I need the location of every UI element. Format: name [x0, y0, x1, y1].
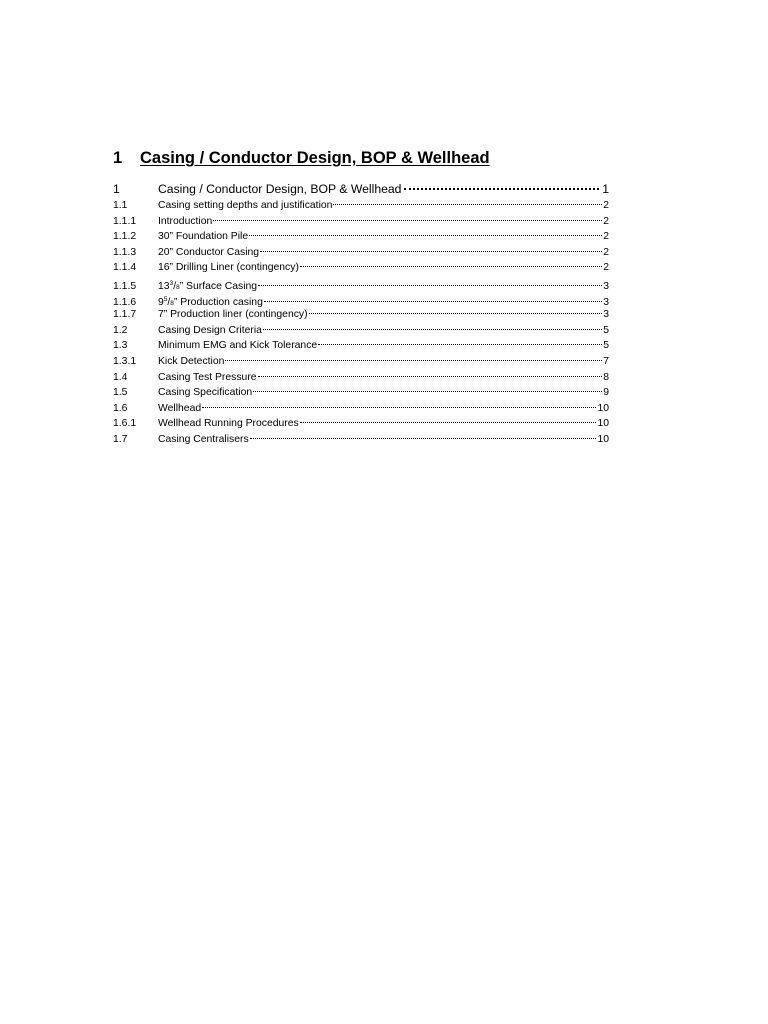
- section-heading-number: 1: [113, 149, 123, 167]
- toc-entry-number: 1.1.2: [113, 231, 137, 243]
- toc-entry-number: 1.1.3: [113, 246, 137, 258]
- toc-dot-leader: [225, 360, 602, 361]
- toc-entry-title: 30” Foundation Pile: [158, 231, 249, 243]
- toc-entry-page: 7: [603, 355, 609, 367]
- toc-dot-leader: [253, 391, 602, 392]
- toc-dot-leader: [213, 220, 602, 221]
- toc-entry-page: 9: [603, 387, 609, 399]
- toc-entry-title: $9^5/8$” Production casing: [158, 295, 263, 308]
- toc-entry[interactable]: [113, 229, 609, 245]
- toc-entry-page: 10: [597, 418, 609, 430]
- toc-entry-page: 5: [603, 324, 609, 336]
- table-of-contents: [113, 180, 609, 448]
- toc-entry-page: 2: [603, 246, 609, 258]
- toc-entry-number: 1.1.4: [113, 262, 137, 274]
- toc-entry[interactable]: [113, 338, 609, 354]
- toc-entry-page: 2: [603, 262, 609, 274]
- toc-dot-leader: [263, 329, 602, 330]
- toc-entry[interactable]: [113, 307, 609, 323]
- toc-entry-title: Wellhead: [158, 402, 202, 414]
- toc-entry-title: Wellhead Running Procedures: [158, 418, 299, 430]
- toc-dot-leader: [404, 188, 599, 190]
- toc-entry-page: 1: [602, 182, 609, 196]
- toc-entry[interactable]: [113, 260, 609, 276]
- toc-dot-leader: [318, 344, 602, 345]
- toc-dot-leader: [249, 235, 602, 236]
- toc-entry-title: Casing Design Criteria: [158, 324, 262, 336]
- toc-entry[interactable]: [113, 276, 609, 292]
- toc-entry-number: 1.2: [113, 324, 128, 336]
- toc-entry-number: 1.6: [113, 402, 128, 414]
- toc-entry[interactable]: [113, 370, 609, 386]
- toc-dot-leader: [250, 438, 597, 439]
- toc-entry-page: 8: [603, 371, 609, 383]
- toc-entry-title: $13^3/8$” Surface Casing: [158, 279, 258, 292]
- toc-entry-number: 1.3.1: [113, 355, 137, 367]
- toc-entry-page: 3: [603, 296, 609, 308]
- toc-entry-title: Casing Specification: [158, 387, 253, 399]
- section-heading: [113, 148, 490, 168]
- toc-dot-leader: [264, 301, 602, 302]
- toc-entry-title: 7” Production liner (contingency): [158, 309, 308, 321]
- toc-entry-page: 10: [597, 433, 609, 445]
- toc-entry-number: 1.1.7: [113, 309, 137, 321]
- toc-entry[interactable]: [113, 401, 609, 417]
- toc-entry-number: 1.1.6: [113, 296, 137, 308]
- toc-entry-number: 1.1.1: [113, 215, 137, 227]
- toc-entry[interactable]: [113, 214, 609, 230]
- toc-dot-leader: [258, 285, 602, 286]
- toc-entry-page: 3: [603, 309, 609, 321]
- toc-entry-title: Casing / Conductor Design, BOP & Wellhead: [158, 182, 402, 196]
- section-heading-title: Casing / Conductor Design, BOP & Wellhead: [140, 149, 490, 167]
- toc-entry-title: Introduction: [158, 215, 213, 227]
- toc-entry-number: 1: [113, 182, 120, 196]
- toc-entry[interactable]: [113, 292, 609, 308]
- toc-entry-page: 10: [597, 402, 609, 414]
- toc-dot-leader: [202, 407, 596, 408]
- toc-entry[interactable]: [113, 385, 609, 401]
- toc-entry-title: Casing Test Pressure: [158, 371, 257, 383]
- toc-entry-number: 1.5: [113, 387, 128, 399]
- toc-entry-number: 1.7: [113, 433, 128, 445]
- toc-entry-page: 5: [603, 340, 609, 352]
- toc-entry[interactable]: [113, 416, 609, 432]
- toc-entry[interactable]: [113, 180, 609, 198]
- toc-dot-leader: [333, 204, 602, 205]
- toc-entry-title: Casing setting depths and justification: [158, 200, 333, 211]
- toc-entry-page: 2: [603, 200, 609, 211]
- toc-dot-leader: [309, 313, 603, 314]
- toc-dot-leader: [258, 376, 603, 377]
- toc-entry[interactable]: [113, 198, 609, 214]
- toc-entry-number: 1.1.5: [113, 280, 137, 292]
- toc-entry[interactable]: [113, 432, 609, 448]
- toc-entry-number: 1.4: [113, 371, 128, 383]
- toc-entry[interactable]: [113, 354, 609, 370]
- toc-entry-page: 3: [603, 280, 609, 292]
- toc-entry-number: 1.6.1: [113, 418, 137, 430]
- toc-entry-page: 2: [603, 231, 609, 243]
- toc-dot-leader: [300, 422, 597, 423]
- toc-entry-title: Casing Centralisers: [158, 433, 249, 445]
- toc-entry-number: 1.1: [113, 200, 128, 211]
- toc-entry-title: 16” Drilling Liner (contingency): [158, 262, 299, 274]
- toc-entry[interactable]: [113, 323, 609, 339]
- toc-dot-leader: [260, 251, 602, 252]
- toc-entry-page: 2: [603, 215, 609, 227]
- toc-entry-title: Minimum EMG and Kick Tolerance: [158, 340, 318, 352]
- toc-entry-number: 1.3: [113, 340, 128, 352]
- toc-entry-title: 20” Conductor Casing: [158, 246, 260, 258]
- toc-entry-title: Kick Detection: [158, 355, 225, 367]
- toc-dot-leader: [300, 266, 602, 267]
- toc-entry[interactable]: [113, 245, 609, 261]
